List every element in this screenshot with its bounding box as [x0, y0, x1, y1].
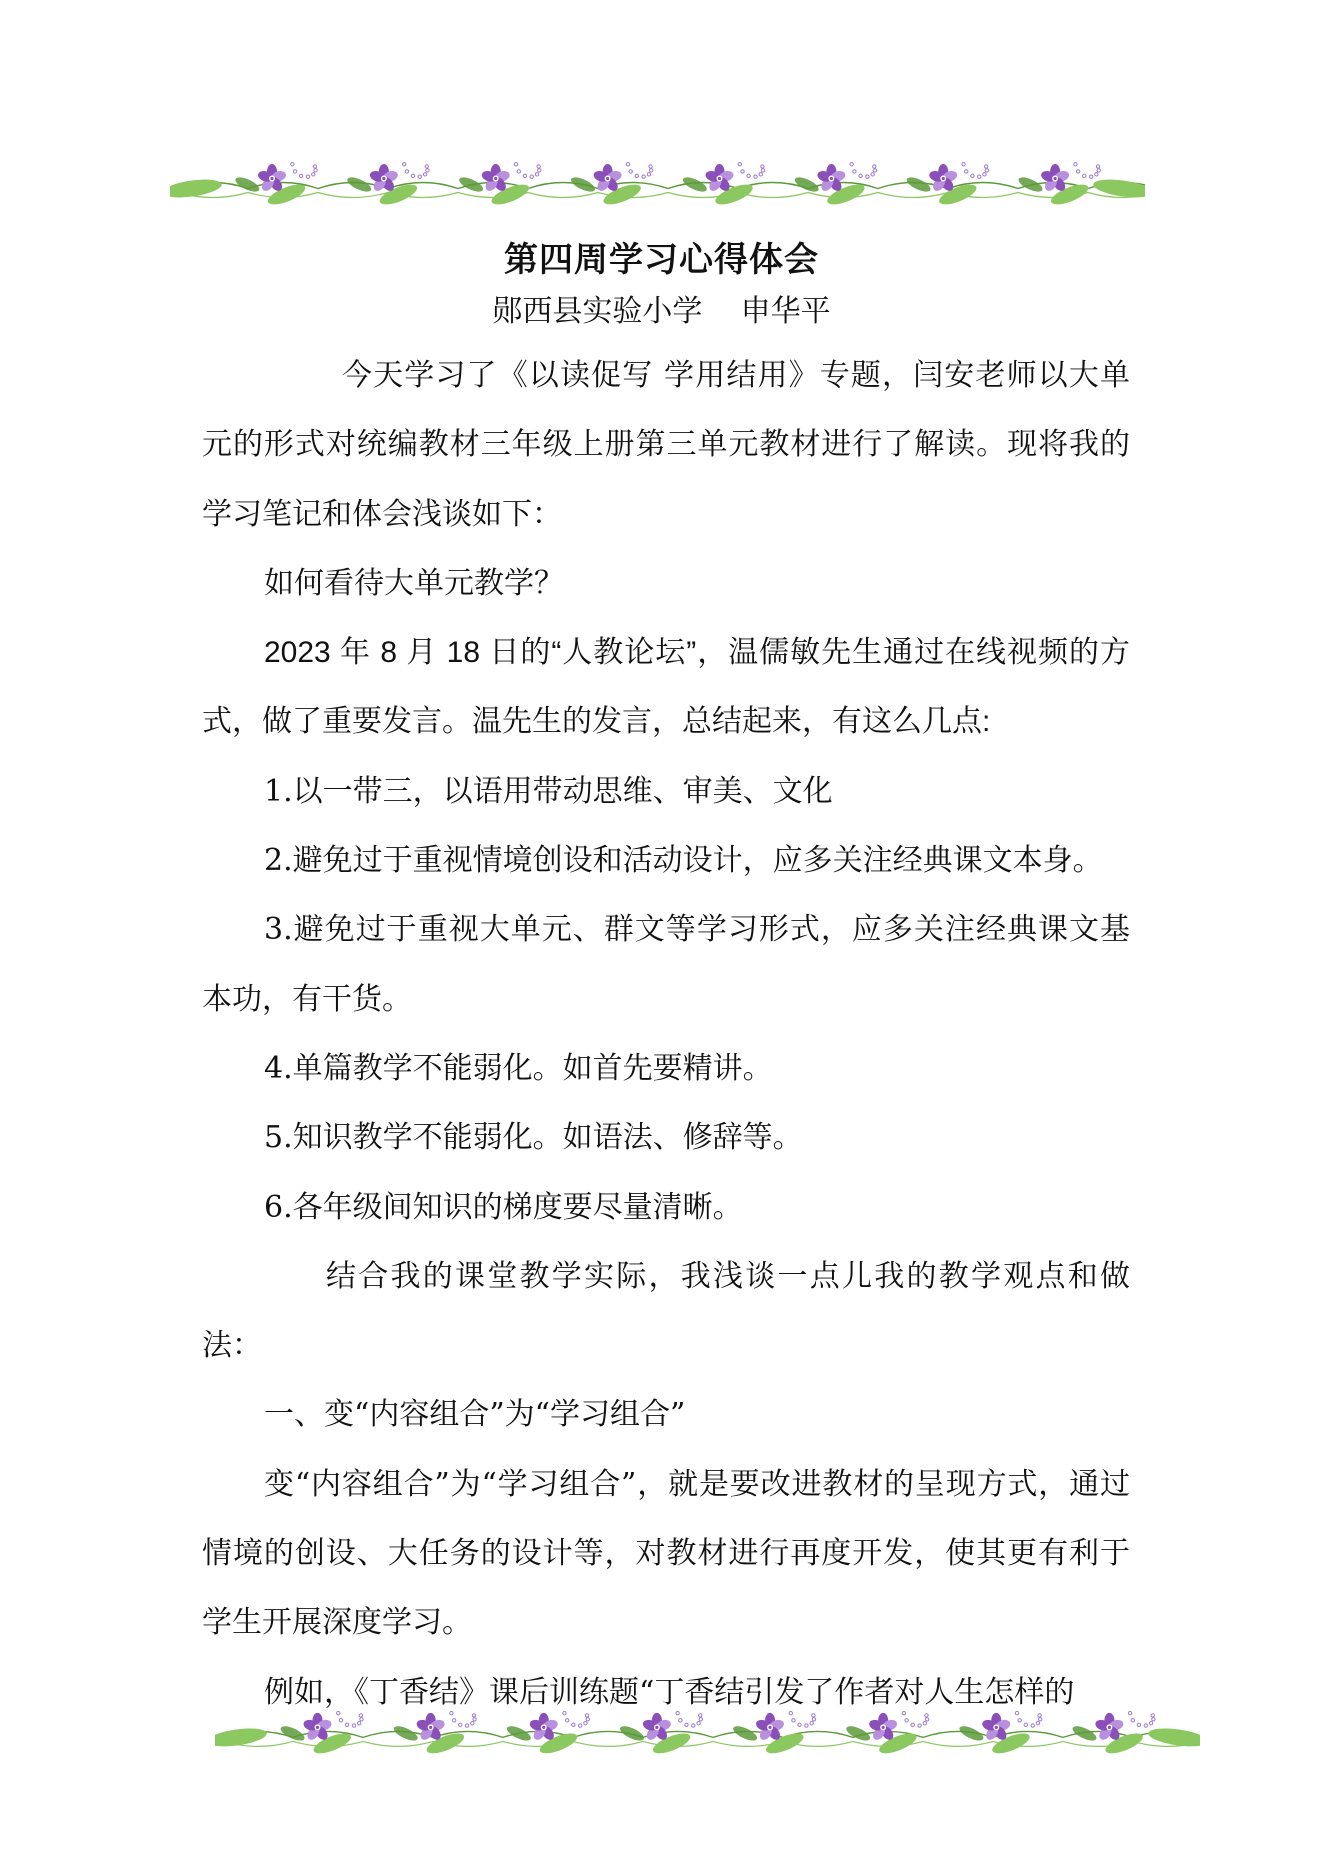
- point-1: 1.以一带三，以语用带动思维、审美、文化: [264, 773, 833, 809]
- point-5: 5.知识教学不能弱化。如语法、修辞等。: [264, 1120, 803, 1156]
- leaf-icon: [457, 174, 485, 194]
- leaf-icon: [1017, 174, 1045, 194]
- point-6: 6.各年级间知识的梯度要尽量清晰。: [264, 1189, 743, 1225]
- document-title: 第四周学习心得体会: [504, 240, 819, 280]
- point-4: 4.单篇教学不能弱化。如首先要精讲。: [264, 1050, 773, 1086]
- document-body: [202, 341, 1130, 1727]
- intro-paragraph: 今天学习了《以读促写 学用结用》专题，闫安老师以大单元的形式对统编教材三年级上册第三单元教材进行了解读。现将我的学习笔记和体会浅谈如下：: [202, 358, 1130, 532]
- leaf-icon: [569, 174, 597, 194]
- leaf-icon: [279, 1723, 307, 1743]
- bottom-floral-border: [215, 1700, 1200, 1768]
- section-question: 如何看待大单元教学？: [264, 565, 564, 601]
- section-heading-1: 一、变“内容组合”为“学习组合”: [264, 1397, 686, 1433]
- point-3: 3.避免过于重视大单元、群文等学习形式，应多关注经典课文基本功，有干货。: [202, 912, 1130, 1017]
- leaf-icon: [731, 1723, 759, 1743]
- leaf-icon: [793, 174, 821, 194]
- leaf-icon: [345, 174, 373, 194]
- leaf-icon: [233, 174, 261, 194]
- forum-paragraph: 2023 年 8 月 18 日的“人教论坛”，温儒敏先生通过在线视频的方式，做了重要发言。温先生的发言，总结起来，有这么几点:: [202, 636, 1130, 739]
- leaf-icon: [905, 174, 933, 194]
- practice-paragraph: 结合我的课堂教学实际，我浅谈一点儿我的教学观点和做法：: [202, 1258, 1130, 1364]
- top-floral-border: [170, 150, 1145, 220]
- leaf-icon: [618, 1723, 646, 1743]
- leaf-icon: [505, 1723, 533, 1743]
- point-2: 2.避免过于重视情境创设和活动设计，应多关注经典课文本身。: [264, 843, 1103, 879]
- author-line: 郧西县实验小学 申华平: [492, 294, 831, 329]
- section-1-paragraph: 变“内容组合”为“学习组合”，就是要改进教材的呈现方式，通过情境的创设、大任务的设计等，对教材进行再度开发，使其更有利于学生开展深度学习。: [202, 1466, 1130, 1641]
- example-paragraph: 例如，《丁香结》课后训练题“丁香结引发了作者对人生怎样的: [264, 1674, 1075, 1710]
